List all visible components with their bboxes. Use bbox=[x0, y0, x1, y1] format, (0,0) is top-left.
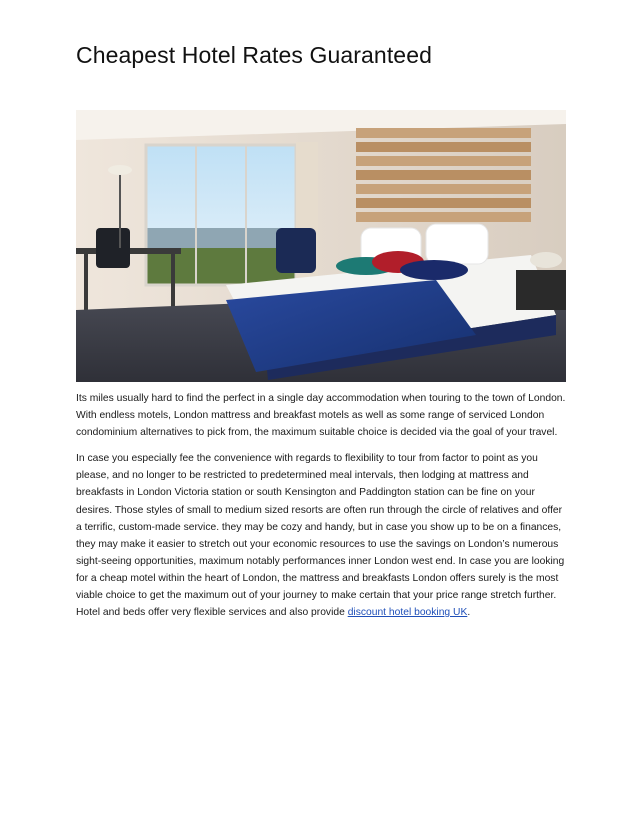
discount-hotel-booking-link[interactable]: discount hotel booking UK bbox=[347, 607, 468, 619]
article-body bbox=[76, 390, 566, 630]
page-title: Cheapest Hotel Rates Guaranteed bbox=[76, 42, 432, 68]
paragraph-1: Its miles usually hard to find the perfect in a single day accommodation when touring to the town of London. With endless motels, London mattress and breakfast motels as well as some range of serviced London condominium alternatives to pick from, the maximum suitable choice is decided via the goal of your travel. bbox=[76, 393, 566, 439]
paragraph-2 bbox=[76, 450, 566, 621]
paragraph-2-text: In case you especially fee the convenience with regards to flexibility to tour from factor to point as you please, and no longer to be restricted to predetermined meal intervals, then lodging at mattress and breakfasts in London Victoria station or south Kensington and Paddington station can be fine on your desires. Those styles of small to medium sized resorts are often run through the circle of relatives and offer a terrific, custom-made service. they may be cozy and handy, but in case you show up to be on a finances, they may make it easier to stretch out your economic resources to use the savings on London’s numerous sight-seeing opportunities, maximum notably performances inner London west end. In case you are looking for a cheap motel within the heart of London, the mattress and breakfasts London offers surely is the most viable choice to get the maximum out of your journey to make certain that your price range stretch further. Hotel and beds offer very flexible services and also provide bbox=[76, 453, 565, 619]
paragraph-2-end: . bbox=[467, 607, 471, 619]
hotel-room-photo bbox=[76, 110, 566, 382]
